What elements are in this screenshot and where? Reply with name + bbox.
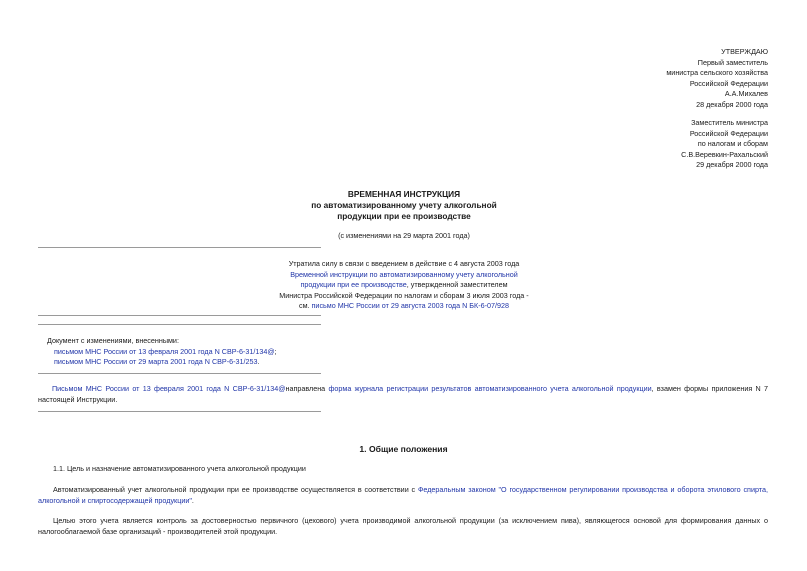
- title-line-2: по автоматизированному учету алкогольной: [311, 199, 497, 210]
- paragraph-text: Автоматизированный учет алкогольной продукции при ее производстве осуществляется в соответствии с: [53, 485, 418, 494]
- changes-intro: Документ с изменениями, внесенными:: [47, 336, 179, 345]
- new-instruction-link[interactable]: Временной инструкции по автоматизированному учету алкогольной: [290, 269, 518, 279]
- approval-line: А.А.Михалев: [724, 89, 768, 99]
- divider: [38, 315, 321, 316]
- validity-line-4-prefix: см.: [299, 301, 312, 311]
- changes-note: [47, 336, 377, 368]
- approval-line: С.В.Веревкин-Рахальский: [681, 149, 768, 159]
- approval-line: Первый заместитель: [697, 57, 768, 67]
- title-line-1: ВРЕМЕННАЯ ИНСТРУКЦИЯ: [347, 189, 461, 199]
- letter-note-text: направлена: [285, 384, 329, 393]
- change-letter-feb-link[interactable]: письмом МНС России от 13 февраля 2001 года N СВР-6-31/134@: [54, 346, 275, 356]
- paragraph-purpose: [38, 516, 768, 537]
- divider: [38, 324, 321, 325]
- item-1-1: 1.1. Цель и назначение автоматизированного учета алкогольной продукции: [53, 464, 306, 473]
- approval-line: УТВЕРЖДАЮ: [721, 47, 768, 56]
- validity-line-2-tail: , утвержденной заместителем: [406, 280, 508, 290]
- punctuation: .: [257, 357, 260, 367]
- validity-line-3: Министра Российской Федерации по налогам и сборам 3 июля 2003 года -: [279, 290, 529, 300]
- mns-letter-2003-link[interactable]: письмо МНС России от 29 августа 2003 года N БК-6-07/928: [311, 301, 509, 311]
- approval-line: Российской Федерации: [689, 128, 768, 138]
- paragraph-law: [38, 485, 768, 506]
- change-letter-mar-link[interactable]: письмом МНС России от 29 марта 2001 года N СВР-6-31/253: [54, 357, 258, 367]
- validity-note: [200, 259, 608, 312]
- approval-line: министра сельского хозяйства: [666, 68, 768, 78]
- letter-feb-link[interactable]: Письмом МНС России от 13 февраля 2001 года N СВР-6-31/134@: [52, 384, 286, 393]
- approval-line: 29 декабря 2000 года: [696, 160, 768, 170]
- divider: [38, 411, 321, 412]
- journal-form-link[interactable]: форма журнала регистрации результатов автоматизированного учета алкогольной продукции: [328, 384, 652, 393]
- section-heading: 1. Общие положения: [359, 444, 448, 454]
- federal-law-link[interactable]: Федеральным законом "О государственном регулировании производства и оборота этилового спирта, алкогольной и спиртосодержащей продукции": [38, 485, 769, 505]
- approval-block-taxes: [681, 118, 768, 171]
- document-title: [200, 189, 608, 221]
- punctuation: .: [191, 495, 194, 505]
- divider: [38, 373, 321, 374]
- approval-line: Заместитель министра: [691, 118, 768, 127]
- approval-line: по налогам и сборам: [697, 139, 768, 149]
- new-instruction-link-cont[interactable]: продукции при ее производстве: [300, 280, 407, 290]
- paragraph-text: Целью этого учета является контроль за достоверностью первичного (цехового) учета производимой алкогольной продукции (за исключением пива), являющегося основой для формирования данных о налогооблагаемой базе организаций - производителей этой продукции.: [38, 516, 768, 536]
- approval-block-agriculture: [666, 47, 768, 111]
- approval-line: 28 декабря 2000 года: [696, 99, 768, 109]
- amendment-note: (с изменениями на 29 марта 2001 года): [338, 231, 470, 240]
- validity-line-1: Утратила силу в связи с введением в действие с 4 августа 2003 года: [288, 259, 520, 268]
- divider: [38, 247, 321, 248]
- title-line-3: продукции при ее производстве: [337, 210, 471, 221]
- letter-note-tail: , взамен формы приложения N 7 настоящей Инструкции.: [38, 384, 768, 404]
- punctuation: ;: [274, 346, 277, 356]
- letter-note: [38, 384, 768, 405]
- approval-line: Российской Федерации: [689, 78, 768, 88]
